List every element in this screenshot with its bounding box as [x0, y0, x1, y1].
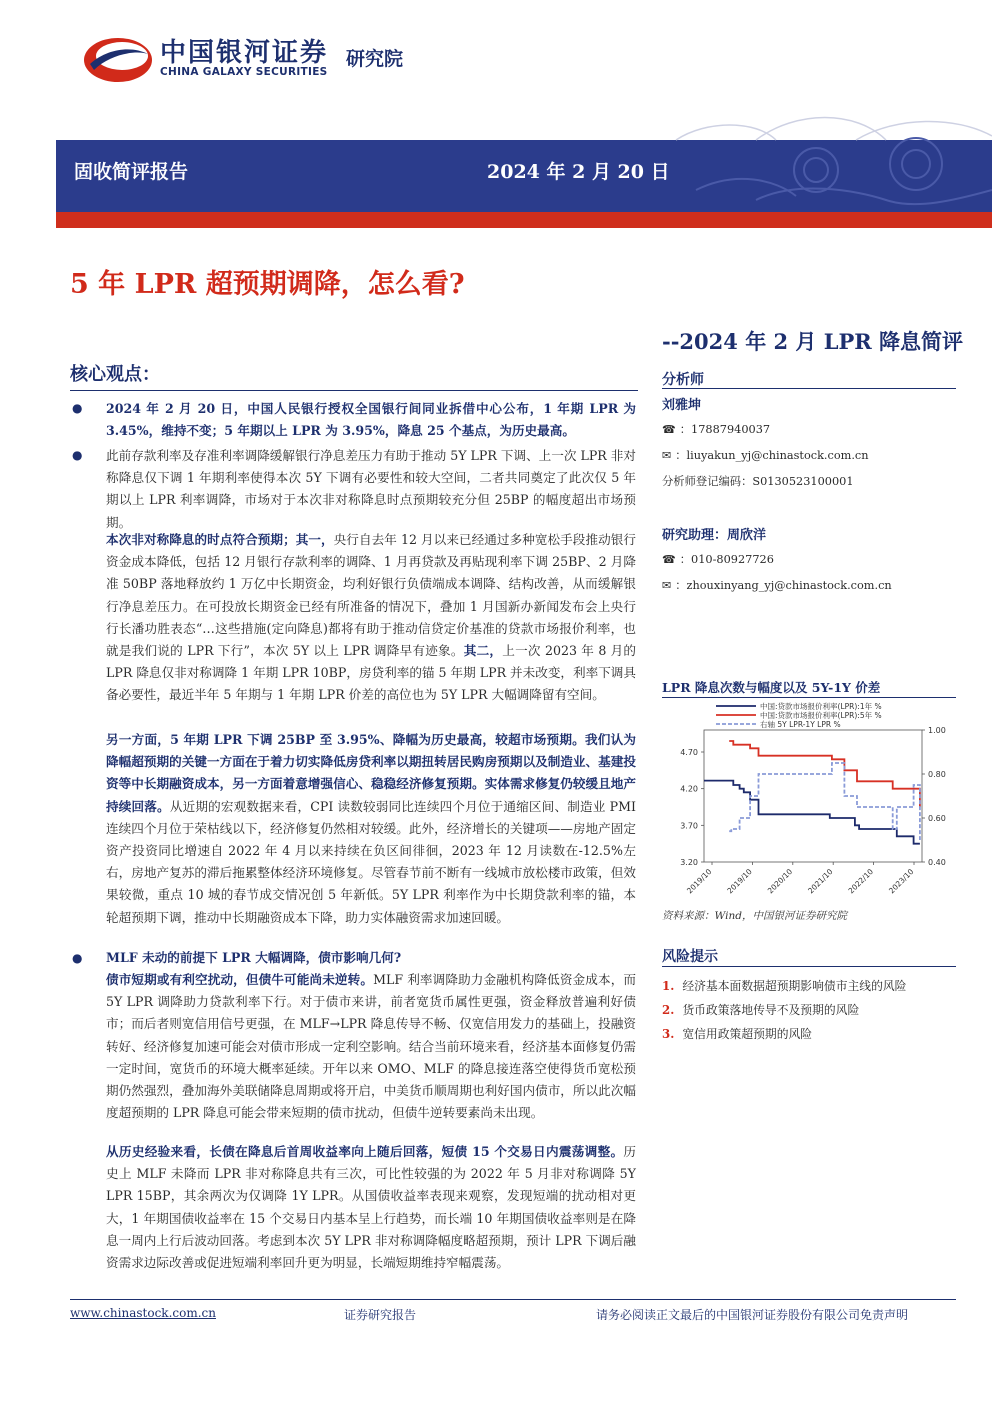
assistant-phone: ☎ ：010-80927726	[662, 553, 774, 566]
phone-icon: ☎	[662, 423, 676, 436]
timing-text-1: 央行自去年 12 月以来已经通过多种宽松手段推动银行资金成本降低，包括 12 月银行存款利率的调降、1 月再贷款及再贴现利率下调 25BP、2 月降准 50BP 落地释放约 1 万亿中长期资金，均利好银行负债端成本调降、结构改善，从而缓解银行净息差压力。在可投放长期资金已经有所准备的情况下，叠加 1 月国新办新闻发布会上央行行长潘功胜表态“…这些措施(定向降息)都将有助于推动信贷定价基准的贷款市场报价利率，也就是我们说的 LPR 下行”，本次 5Y 以上 LPR 调降早有迹象。	[106, 532, 636, 659]
bullet-3-text: MLF 未动的前提下 LPR 大幅调降，债市影响几何?	[106, 950, 402, 965]
chart-ticks	[680, 726, 946, 895]
x-tick-label: 2023/10	[887, 867, 916, 896]
legend-label-0: 中国:贷款市场报价利率(LPR):1年 %	[760, 702, 882, 711]
lpr-chart	[660, 698, 958, 906]
timing-lead: 本次非对称降息的时点符合预期；其一，	[106, 532, 334, 547]
phone-icon: ☎	[662, 553, 676, 566]
paragraph-bullet-1	[106, 398, 636, 442]
footer-divider	[70, 1299, 956, 1300]
chart-source: 资料来源：Wind，中国银河证券研究院	[662, 910, 847, 922]
y-left-tick-label: 3.70	[680, 821, 698, 831]
legend-label-1: 中国:贷款市场报价利率(LPR):5年 %	[760, 711, 882, 720]
x-tick-label: 2020/10	[765, 867, 795, 896]
y-right-tick-label: 0.80	[928, 770, 946, 779]
footer-website-link[interactable]: www.chinastock.com.cn	[70, 1306, 216, 1320]
y-right-tick-label: 0.60	[928, 814, 946, 823]
risk-item	[662, 1025, 812, 1042]
assistant-email: ✉ ：zhouxinyang_yj@chinastock.com.cn	[662, 579, 892, 592]
history-lead: 从历史经验来看，长债在降息后首周收益率向上随后回落，短债 15 个交易日内震荡调整。	[106, 1144, 624, 1159]
risk-number: 2.	[662, 1003, 675, 1017]
paragraph-range	[106, 729, 636, 929]
report-title: 5 年 LPR 超预期调降，怎么看?	[70, 269, 465, 300]
footer-report-label: 证券研究报告	[344, 1308, 417, 1322]
logo-english-name: CHINA GALAXY SECURITIES	[160, 66, 328, 78]
chart-series	[704, 741, 920, 844]
envelope-icon: ✉	[662, 579, 672, 592]
divider	[70, 390, 638, 391]
analyst-heading: 分析师	[662, 372, 704, 388]
range-lead: 另一方面，5 年期 LPR 下调 25BP 至 3.95%、降幅为历史最高，较超市场预期。我们认为降幅超预期的关键一方面在于着力切实降低房贷利率以期扭转居民购房预期以及制造业、基建投资等中长期融资成本，另一方面着意增强信心、稳稳经济修复预期。实体需求修复仍较缓且地产持续回落。	[106, 732, 636, 814]
divider	[662, 388, 956, 389]
report-date: 2024 年 2 月 20 日	[487, 161, 670, 183]
x-tick-label: 2019/10	[685, 867, 714, 896]
assistant-heading: 研究助理：周欣洋	[662, 528, 767, 543]
risk-item	[662, 977, 906, 994]
paragraph-bond	[106, 969, 636, 1124]
y-right-tick-label: 0.40	[928, 858, 946, 867]
chart-legend	[716, 701, 882, 729]
x-tick-label: 2019/10	[725, 867, 754, 896]
analyst-phone-value: 17887940037	[691, 423, 771, 436]
y-left-tick-label: 4.20	[680, 784, 698, 794]
y-right-tick-label: 1.00	[928, 726, 946, 735]
bullet-icon: ●	[72, 448, 83, 462]
bullet-icon: ●	[72, 951, 83, 965]
core-view-heading: 核心观点：	[70, 364, 160, 385]
report-subtitle: --2024 年 2 月 LPR 降息简评	[662, 329, 964, 354]
risk-text: 货币政策落地传导不及预期的风险	[682, 1003, 860, 1017]
paragraph-bullet-2: 此前存款利率及存准利率调降缓解银行净息差压力有助于推动 5Y LPR 下调、上一次 LPR 非对称降息仅下调 1 年期利率使得本次 5Y 下调有必要性和较大空间，二者共同奠定了此次仅 5 年期以上 LPR 利率调降，市场对于本次非对称降息时点预期较充分但 25BP 的幅度超出市场预期。	[106, 448, 636, 530]
paragraph-history	[106, 1141, 636, 1274]
range-text: 从近期的宏观数据来看，CPI 读数较弱同比连续四个月位于通缩区间、制造业 PMI 连续四个月位于荣枯线以下，经济修复仍然相对较缓。此外，经济增长的关键项——房地产固定资产投资同比增速自 2022 年 4 月以来持续在负区间徘徊，2023 年 12 月读数在-12.5%左右，房地产复苏的滞后拖累整体经济环境修复。尽管春节前不断有一线城市放松楼市政策，但效果较微，重点 10 城的春节成交情况创 5 年新低。5Y LPR 利率作为中长期贷款利率的锚，本轮超预期下调，推动中长期融资成本下降，助力实体融资需求加速回暖。	[106, 798, 637, 925]
paragraph-timing	[106, 529, 636, 707]
y-left-tick-label: 3.20	[680, 858, 698, 867]
risk-text: 经济基本面数据超预期影响债市主线的风险	[682, 979, 907, 993]
institute-name: 研究院	[346, 48, 404, 70]
timing-text-2: 上一次 2023 年 8 月的 LPR 降息仅非对称调降 1 年期 LPR 10BP，房贷利率的锚 5 年期 LPR 并未改变，利率下调具备必要性，最近半年 5 年期与 1 年期 LPR 价差的高位也为 5Y LPR 大幅调降留有空间。	[106, 643, 637, 703]
risk-item	[662, 1001, 859, 1018]
legend-label-2: 右轴 5Y LPR-1Y LPR %	[760, 720, 841, 729]
galaxy-logo-icon	[78, 28, 158, 88]
assistant-email-value[interactable]: zhouxinyang_yj@chinastock.com.cn	[686, 579, 892, 592]
logo-chinese-name: 中国银河证券	[160, 38, 329, 68]
analyst-email: ✉ ：liuyakun_yj@chinastock.com.cn	[662, 449, 869, 462]
plot-frame	[704, 730, 922, 862]
paragraph-bullet-3	[106, 947, 636, 969]
timing-lead-2: 其二，	[463, 643, 503, 659]
risk-text: 宽信用政策超预期的风险	[682, 1027, 813, 1041]
chart-heading: LPR 降息次数与幅度以及 5Y-1Y 价差	[662, 680, 881, 695]
envelope-icon: ✉	[662, 449, 672, 462]
analyst-registration: 分析师登记编码：S0130523100001	[662, 475, 854, 488]
analyst-phone: ☎ ：17887940037	[662, 423, 771, 436]
analyst-email-value[interactable]: liuyakun_yj@chinastock.com.cn	[686, 449, 869, 462]
risk-number: 1.	[662, 979, 675, 993]
footer-disclaimer: 请务必阅读正文最后的中国银河证券股份有限公司免责声明	[596, 1308, 909, 1322]
history-text: 历史上 MLF 未降而 LPR 非对称降息共有三次，可比性较强的为 2022 年 5 月非对称调降 5Y LPR 15BP，其余两次为仅调降 1Y LPR。从国债收益率表现来观察，发现短端的扰动相对更大，1 年期国债收益率在 15 个交易日内基本呈上行趋势，而长端 10 年期国债收益率则是在降息一周内上行后波动回落。考虑到本次 5Y LPR 非对称调降幅度略超预期，预计 LPR 下调后融资需求边际改善或促进短端利率回升更为明显，长端短期维持窄幅震荡。	[106, 1144, 636, 1271]
report-type: 固收简评报告	[74, 161, 189, 183]
chart-axes	[704, 730, 922, 862]
x-tick-label: 2021/10	[806, 867, 835, 896]
divider	[662, 966, 956, 967]
bullet-icon: ●	[72, 401, 83, 415]
y-left-tick-label: 4.70	[680, 748, 698, 757]
analyst-name: 刘雅坤	[662, 398, 702, 413]
risk-number: 3.	[662, 1027, 675, 1041]
bond-lead: 债市短期或有利空扰动，但债牛可能尚未逆转。	[106, 972, 374, 987]
x-tick-label: 2022/10	[846, 867, 876, 896]
series-line-0	[704, 781, 920, 844]
assistant-phone-value: 010-80927726	[691, 553, 774, 566]
risk-heading: 风险提示	[662, 949, 718, 965]
bond-text: MLF 利率调降助力金融机构降低资金成本，而 5Y LPR 调降助力贷款利率下行。对于债市来讲，前者宽货币属性更强，资金释放普遍利好债市；而后者则宽信用信号更强，在 MLF→LPR 降息传导不畅、仅宽信用发力的基础上，投融资转好、经济修复加速可能会对债市形成一定利空影响。结合当前环境来看，经济基本面修复仍需一定时间，宽货币的环境大概率延续。开年以来 OMO、MLF 的降息接连落空使得货币宽松预期仍然强烈，叠加海外美联储降息周期或将开启，中美货币顺周期也利好国内债市，所以此次幅度超预期的 LPR 降息可能会带来短期的债市扰动，但债牛逆转要素尚未出现。	[106, 972, 637, 1121]
bullet-1-text: 2024 年 2 月 20 日，中国人民银行授权全国银行间同业拆借中心公布，1 年期 LPR 为 3.45%，维持不变；5 年期以上 LPR 为 3.95%，降息 25 个基点，为历史最高。	[106, 401, 636, 439]
